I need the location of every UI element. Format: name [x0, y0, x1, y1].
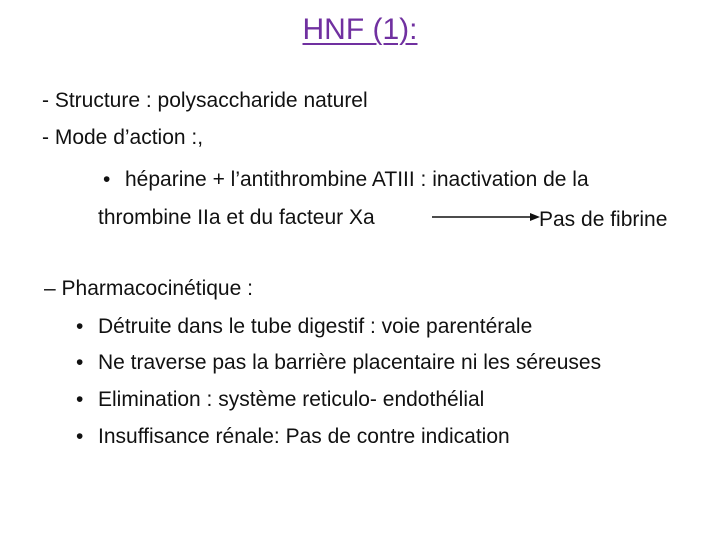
list-item	[76, 350, 601, 376]
slide-title: HNF (1):	[302, 13, 418, 46]
bullet-marker: •	[76, 425, 84, 448]
bullet-marker: •	[103, 168, 111, 191]
list-item	[76, 424, 510, 450]
bullet-marker: •	[76, 388, 84, 411]
list-item	[76, 314, 532, 340]
mode-action-line: - Mode d’action :,	[42, 126, 204, 149]
bullet-marker: •	[76, 315, 84, 338]
arrow-right-icon	[432, 209, 540, 225]
structure-line: - Structure : polysaccharide naturel	[42, 89, 368, 112]
list-item-text: Ne traverse pas la barrière placentaire ni les séreuses	[98, 351, 602, 374]
list-item	[76, 387, 484, 413]
list-item-text: Détruite dans le tube digestif : voie parentérale	[98, 315, 533, 338]
pharmaco-line: – Pharmacocinétique :	[44, 277, 253, 300]
result-text: Pas de fibrine	[539, 208, 668, 231]
heparine-line	[103, 167, 589, 193]
list-item-text: Insuffisance rénale: Pas de contre indication	[98, 425, 510, 448]
heparine-text: héparine + l’antithrombine ATIII : inactivation de la	[125, 168, 589, 191]
list-item-text: Elimination : système reticulo- endothélial	[98, 388, 485, 411]
bullet-marker: •	[76, 351, 84, 374]
thrombine-line: thrombine IIa et du facteur Xa	[98, 206, 375, 229]
